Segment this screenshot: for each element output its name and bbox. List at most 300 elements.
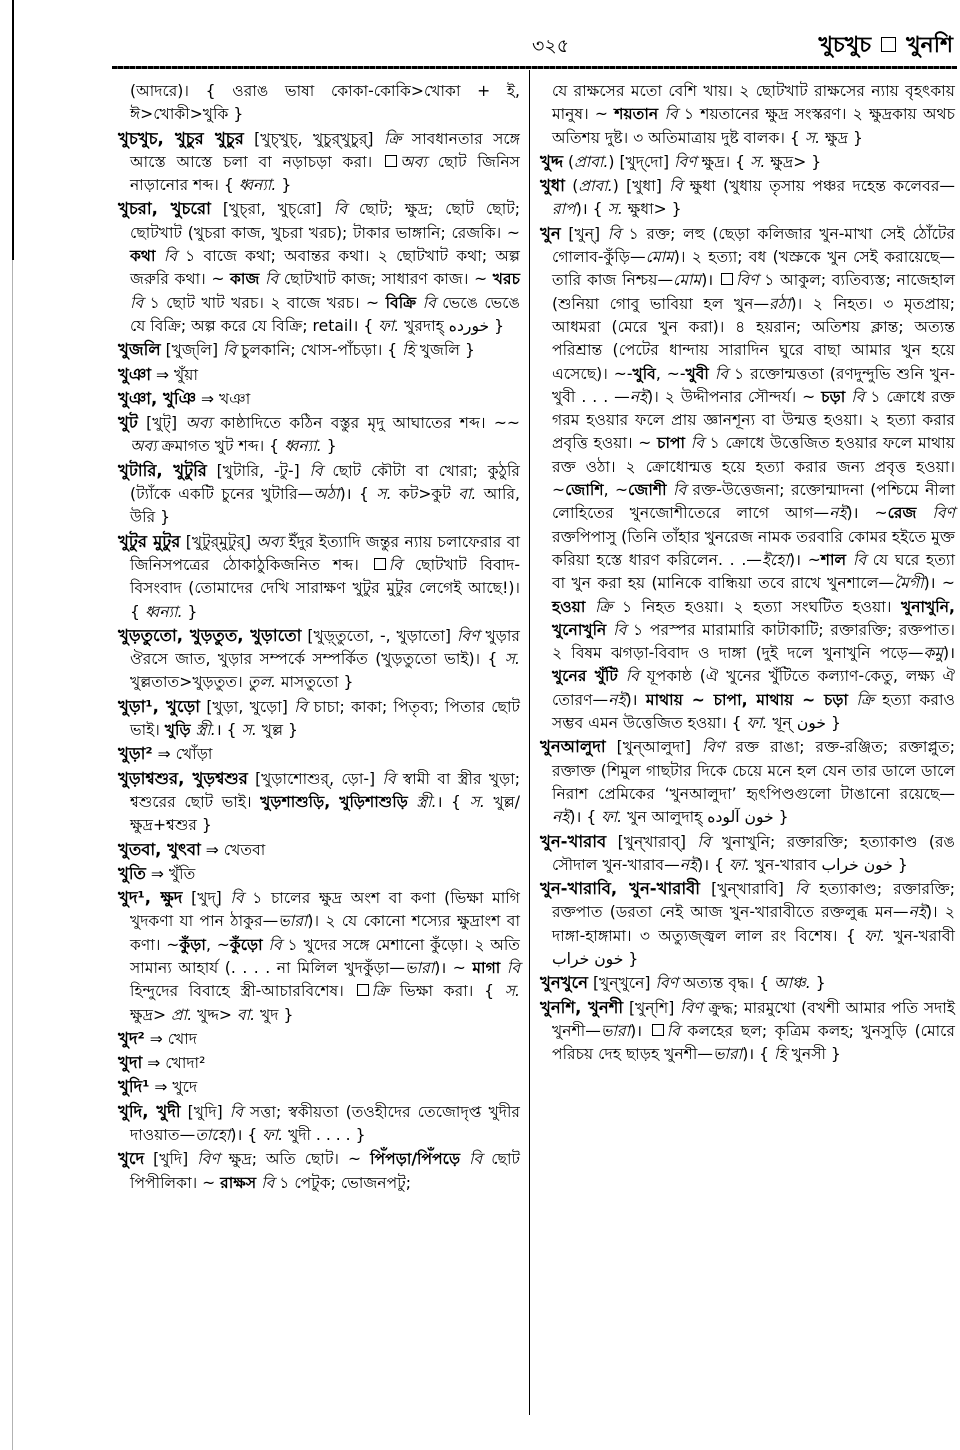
grammar-label: মোম — [673, 271, 702, 290]
grammar-label: বি — [130, 293, 144, 312]
headword: খুন-খারাবি, খুন-খারাবী — [540, 879, 701, 899]
definition-text: ১ রক্তোন্মত্ততা (রণদুন্দুভি শুনি খুন-খুবী . . . — — [552, 364, 955, 406]
grammar-label: বি — [382, 769, 396, 788]
arabic-script: خون خراب — [821, 855, 893, 874]
grammar-label: বি — [669, 177, 683, 196]
dictionary-entry — [540, 150, 955, 174]
entry-continuation — [118, 80, 520, 127]
definition-text: ⇒ খুঁতি — [145, 864, 196, 883]
dictionary-entry — [118, 1075, 520, 1099]
headword: খুধা — [540, 176, 565, 196]
definition-text: )। ২ হত্যা; বধ (খস্রুকে খুন সেই করায়েছে—তারি কাজ নিশ্চয়— — [552, 248, 955, 290]
definition-text: ১ ছোট খাট খরচ। ২ বাজে খরচ। ~ — [143, 293, 386, 312]
sub-headword: কথা — [130, 247, 156, 266]
definition-text: খুন-খরাবী — [885, 926, 956, 945]
definition-text: ১ রক্ত; লহু (ছেড়া কলিজার খুন-মাখা সেই ঠোঁটের গোলাব-কুঁড়ি— — [552, 224, 955, 267]
square-marker-icon — [385, 155, 397, 167]
definition-text: ⇒ খেতবা — [200, 840, 266, 859]
dictionary-entry — [540, 735, 955, 829]
dictionary-entry — [118, 127, 520, 198]
headword: খুড়তুতো, খুড়তুত, খুড়াতো — [118, 625, 302, 645]
square-marker-icon — [652, 1024, 664, 1036]
grammar-label: বি — [261, 1173, 275, 1192]
sub-headword: খুড়শাশুড়ি, খুড়িশাশুড়ি — [260, 792, 408, 811]
grammar-label: বি — [309, 461, 323, 480]
definition-text: খুদী . . . . } — [283, 1126, 366, 1145]
sub-headword: জোশী — [628, 481, 667, 500]
definition-text: খুড়ার ঔরসে জাত, খুড়ার সম্পর্কে সম্পর্কিত (খুড়তুতো ভাই)। { — [130, 626, 520, 669]
grammar-label: বি — [666, 1021, 680, 1040]
definition-text: )। ২ দাঙ্গা-হাঙ্গামা। ৩ অত্যুজ্জ্বল লাল রং বিশেষ। { — [552, 903, 956, 945]
dictionary-entry — [118, 338, 520, 362]
dictionary-entry — [540, 996, 955, 1067]
definition-text: কলহের ছল; কৃত্রিম কলহ; খুনসুড়ি (মোরে পরিচয় দেহ ছাড়হ খুনশী— — [552, 1021, 956, 1064]
definition-text: [খুটুর্‌মুটুর্‌] — [180, 532, 257, 551]
grammar-label: স. — [607, 200, 623, 219]
definition-text: ক্ষুদ্র } — [820, 128, 863, 147]
grammar-label: বি — [690, 434, 704, 453]
dictionary-entry — [540, 222, 955, 736]
definition-text: ⇒ খোদা² — [142, 1054, 206, 1073]
definition-text: )। { — [742, 1045, 775, 1064]
definition-text: খুল্ল/ক্ষুদ্র+শ্বশুর } — [130, 792, 520, 835]
definition-text: খুল্লতাত>খুড়তুত। — [130, 673, 248, 692]
definition-text: সাবধানতার সঙ্গে আস্তে আস্তে চলা বা নড়াচড়া করা। — [130, 129, 520, 171]
grammar-label: মৈগী — [893, 574, 924, 593]
definition-text: )। ~ — [846, 504, 888, 523]
grammar-label: রঠা — [769, 294, 791, 313]
grammar-label: ফা. — [262, 1126, 284, 1145]
grammar-label: কমু — [923, 644, 943, 663]
definition-text: , ~ — [603, 481, 629, 500]
grammar-label: বি — [851, 387, 865, 406]
definition-text: ১ পরস্পর মারামারি কাটাকাটি; রক্তারক্তি; রক্তপাত। ২ বিষম ঝগড়া-বিবাদ ও দাঙ্গা (দুই দলে খুনাখুনি পড়ে— — [552, 620, 955, 663]
definition-text: খুল্ল } — [256, 721, 298, 740]
headword: খুড়া¹, খুড়ো — [118, 696, 201, 716]
grammar-label: রাপ — [552, 200, 576, 219]
grammar-label: ফা. — [601, 808, 623, 827]
definition-text: )। { — [697, 855, 729, 874]
headword: খুতবা, খুৎবা — [118, 839, 201, 859]
definition-text: । { — [215, 721, 242, 740]
definition-text: যে রাক্ষসের মতো বেশি খায়। ২ ছোটখাট রাক্ষসের ন্যায় বৃহৎকায় মানুষ। ~ — [552, 82, 955, 124]
grammar-label: ফা. — [728, 855, 750, 874]
definition-text: ১ নিহত হওয়া। ২ হত্যা সংঘটিত হওয়া। — [612, 597, 901, 616]
grammar-label: ভারা — [600, 1021, 631, 1040]
definition-text: } — [773, 808, 789, 827]
sub-headword: চড়া — [821, 387, 846, 406]
sub-headword: খুড়ি — [164, 721, 191, 740]
grammar-label: বি — [697, 832, 711, 851]
definition-text: [খুড়া, খুড়ো] — [200, 697, 295, 716]
definition-text: ১ আকুল; ব্যতিব্যস্ত; নাজেহাল (শুনিয়া গোবু ভাবিয়া হল খুন— — [552, 271, 955, 313]
grammar-label: ভারা — [712, 1045, 743, 1064]
grammar-label: অব্য — [185, 414, 213, 433]
sub-headword: মাথায় ~ চাপা, মাথায় ~ চড়া — [645, 690, 849, 709]
grammar-label: আঞ্চ. — [773, 974, 811, 993]
right-column — [540, 80, 955, 1066]
dictionary-entry — [118, 363, 520, 387]
definition-text: [খুচ্‌খুচ্‌, খুচুর্‌খুচুর্‌] — [243, 129, 384, 148]
grammar-label: অব্য — [256, 532, 284, 551]
column-divider — [529, 70, 530, 1415]
definition-text: )। ২ নিহত। ৩ মৃতপ্রায়; আধমরা (মেরে খুন করা)। ৪ হয়রান; অতিশয় ক্লান্ত; অত্যন্ত পরিশ্রান্ত (পেটের ধান্দায় সারাদিন ঘুরে বাছা আমার খুন হয়ে এসেছে)। ~- — [552, 294, 955, 383]
definition-text: ( — [564, 177, 579, 196]
headword: খুদ¹, ক্ষুদ — [118, 888, 183, 908]
definition-text: ক্ষুদ্র; অতি ছোট। ~ — [219, 1150, 371, 1169]
definition-text: ১ পেটুক; ভোজনপটু; — [274, 1173, 411, 1192]
grammar-label: বি — [613, 620, 627, 639]
definition-text: ক্ষুদ্র> — [130, 1005, 172, 1024]
dictionary-entry — [118, 387, 520, 411]
definition-text: [খুন্‌খুনে] — [588, 974, 656, 993]
grammar-label: অব্য — [130, 437, 157, 456]
grammar-label: ক্রি — [856, 690, 874, 709]
definition-text: )। ~ — [923, 574, 955, 593]
headword: খুনখুনে — [540, 973, 588, 993]
definition-text: ) [খুদ্‌দো] — [608, 152, 675, 171]
definition-text: চুলকানি; খোস-পাঁচড়া। { — [236, 341, 403, 360]
grammar-label: ক্রি — [371, 982, 390, 1001]
dictionary-entry — [118, 1100, 520, 1148]
headword: খুচখুচ, খুচুর খুচুর — [118, 128, 244, 148]
grammar-label: বি — [265, 270, 279, 289]
grammar-label: বা. — [458, 485, 477, 504]
definition-text: [খুন্‌আলুদা] — [605, 738, 702, 757]
headword: খুনআলুদা — [540, 737, 606, 757]
grammar-label: ধ্বন্যা. — [284, 437, 322, 456]
definition-text: [খুট্‌] — [137, 414, 186, 433]
dictionary-entry — [118, 197, 520, 338]
definition-text: [খুন্‌] — [560, 224, 608, 243]
definition-text: [খুচ্‌রা, খুচ্‌রো] — [210, 200, 334, 219]
grammar-label: হি — [774, 1045, 787, 1064]
dictionary-entry — [118, 1147, 520, 1195]
grammar-label: হি — [402, 341, 415, 360]
grammar-label: স. — [804, 128, 821, 147]
headword: খুঞা, খুঞি — [118, 388, 197, 408]
grammar-label: স. — [469, 792, 485, 811]
definition-text: যে ঘরে হত্যা বা খুন করা হয় (মানিকে বান্ধিয়া তবে রাখে খুনশালে— — [552, 550, 955, 593]
definition-text: । { — [436, 792, 470, 811]
grammar-label: বি — [388, 555, 402, 574]
grammar-label: তাহো — [195, 1126, 231, 1145]
dictionary-entry — [118, 1027, 520, 1051]
grammar-label: বিণ — [456, 626, 480, 645]
grammar-label: ক্রি — [594, 597, 613, 616]
arabic-script: خورده — [448, 316, 490, 335]
dictionary-entry — [118, 1051, 520, 1075]
sub-headword: হওয়া — [552, 597, 586, 616]
definition-text: আরি, উরি } — [130, 485, 520, 527]
definition-text: [খুজ্‌লি] — [160, 341, 223, 360]
grammar-label: বি — [422, 293, 436, 312]
sub-headword: মাগা — [472, 958, 501, 977]
dictionary-entry — [118, 530, 520, 624]
grammar-label: বি — [506, 958, 520, 977]
grammar-label: বি — [268, 935, 282, 954]
dictionary-entry — [540, 174, 955, 222]
grammar-label: বি — [607, 224, 621, 243]
sub-headword: শাল — [820, 550, 847, 569]
grammar-label: বা. — [236, 1005, 256, 1024]
headword: খুন — [540, 223, 561, 243]
grammar-label: ফা. — [746, 714, 768, 733]
definition-text: } — [892, 855, 908, 874]
headword: খুদ্দ — [540, 151, 564, 171]
definition-text: ছোট কৌটা বা খোরা; কুঠুরি (ট্যাঁকে একটি চুনের খুটারি— — [130, 461, 520, 504]
dictionary-entry — [118, 695, 520, 743]
definition-text: [খুন্‌খারাবি] — [700, 880, 796, 899]
definition-text: রক্ত-উত্তেজনা; রক্তোন্মাদনা (পশ্চিমে নীলা লোহিতের খুনজোশীতেরে লাগে আগ— — [552, 481, 955, 523]
definition-text: মাসতুতো } — [275, 673, 354, 692]
sub-headword: বিক্রি — [385, 293, 417, 312]
grammar-label: মোম — [645, 248, 674, 267]
grammar-label: ফা. — [864, 926, 885, 945]
definition-text: (আদরে)। { ওরাঙ ভাষা কোকা-কোকি>খোকা + ই, ঈ>খোকী>খুকি } — [130, 82, 520, 124]
definition-text: [খুড়্‌তুতো, -, খুড়াতো] — [301, 626, 457, 645]
headword: খুড়াশ্বশুর, খুড়শ্বশুর — [118, 768, 248, 788]
grammar-label: বি — [333, 200, 347, 219]
sub-headword: খুনের খুঁটি — [552, 667, 618, 686]
definition-text: হত্যাকাণ্ড; রক্তারক্তি; রক্তপাত (ডরতা নেই আজ খুন-খারাবীতে রক্তলুব্ধ মন— — [552, 880, 955, 922]
dictionary-entry — [118, 411, 520, 459]
scan-edge-line — [12, 0, 14, 260]
square-marker-icon — [721, 273, 733, 285]
grammar-label: প্রা. — [171, 1005, 193, 1024]
grammar-label: বি — [469, 1150, 483, 1169]
dictionary-entry — [540, 971, 955, 995]
dictionary-entry — [540, 877, 955, 971]
grammar-label: প্রাবা. — [578, 177, 613, 196]
sub-headword: খুবি — [632, 364, 656, 383]
definition-text: [খুড়াশোশুর্‌, ড়ো-] — [247, 769, 383, 788]
definition-text: ১ চালের ক্ষুদ্র অংশ বা কণা (ভিক্ষা মাগি খুদকণা যা পান ঠাকুর— — [130, 889, 521, 931]
definition-text: ⇒ খঞা — [196, 389, 251, 408]
grammar-label: স. — [504, 650, 520, 669]
definition-text: ⇒ খুদে — [149, 1078, 198, 1097]
definition-text: )। — [701, 271, 719, 290]
definition-text: )। ~ — [788, 550, 821, 569]
definition-text: ক্ষুদ্র। { — [696, 152, 751, 171]
sub-headword: শয়তান — [614, 105, 659, 124]
arabic-script: خون — [796, 714, 826, 733]
definition-text: } — [825, 714, 841, 733]
grammar-label: বি — [222, 341, 237, 360]
definition-text: )। { — [230, 1126, 263, 1145]
grammar-label: স্ত্রী. — [416, 792, 437, 811]
headword: খুট — [118, 413, 138, 433]
definition-text — [916, 504, 932, 522]
grammar-label: বি — [163, 247, 177, 266]
definition-text — [846, 551, 853, 569]
headword: খুদে — [118, 1149, 145, 1169]
definition-text: )। { — [569, 808, 602, 827]
definition-text: )। ২ উদ্দীপনার সৌন্দর্য। ~ — [647, 387, 822, 406]
definition-text: ১ ক্রোধে রক্ত গরম হওয়ার ফলে প্রায় জ্ঞানশূন্য বা উন্মত্ত হওয়া। ২ হত্যা করার প্রবৃত্তি হওয়া। ~ — [552, 387, 956, 453]
header-rule — [112, 66, 957, 69]
headword: খুনশি, খুনশী — [540, 997, 624, 1017]
grammar-label: স. — [504, 982, 520, 1001]
guide-words — [818, 28, 953, 65]
definition-text: খূন্‌ — [767, 714, 797, 733]
definition-text: ক্রমাগত খুট শব্দ। { — [156, 437, 285, 456]
definition-text: ক্রুদ্ধ; মারমুখো (বখশী আমার পতি সদাই খুনশী— — [552, 998, 955, 1040]
definition-text — [585, 598, 595, 616]
definition-text: ক্ষুদ্র> } — [765, 152, 822, 171]
definition-text: ১ বাজে কথা; অবান্তর কথা। ২ ছোটখাট কথা; অল্প জরুরি কথা। ~ — [130, 247, 520, 289]
headword: খুদি¹ — [118, 1077, 150, 1097]
page-header — [112, 28, 957, 62]
definition-text: )। — [943, 644, 955, 663]
definition-text: [খুদি] — [144, 1150, 198, 1169]
headword: খুন-খারাব — [540, 831, 607, 851]
sub-headword: খরচ — [492, 270, 520, 289]
definition-text: } — [489, 316, 505, 335]
sub-headword: খুনাখুনি, খুনোখুনি — [552, 597, 955, 639]
headword: খুটুর মুটুর — [118, 531, 181, 551]
definition-text: [খুটারি, -টু-] — [206, 461, 310, 480]
definition-text: চাচা; কাকা; পিতৃব্য; পিতার ছোট ভাই। — [130, 697, 520, 740]
entry-continuation — [540, 80, 955, 150]
headword: খুতি — [118, 863, 146, 883]
definition-text — [618, 667, 626, 685]
guide-word-last: খুনশি — [906, 33, 953, 58]
dictionary-entry — [118, 862, 520, 886]
grammar-label: বিণ — [680, 998, 703, 1017]
headword: খুজলি — [118, 340, 161, 360]
dictionary-entry — [118, 767, 520, 838]
definition-text: ছোটখাট বিবাদ-বিসংবাদ (তোমাদের দেখি সারাক্ষণ খুটুর মুটুর লেগেই আছে!)। { — [130, 555, 520, 621]
page-number: ৩২৫ — [532, 35, 570, 57]
definition-text — [156, 247, 164, 265]
dictionary-entry — [118, 624, 520, 695]
headword: খুঞা — [118, 364, 152, 384]
grammar-label: নই — [829, 504, 847, 523]
grammar-label: বিণ — [655, 974, 679, 993]
definition-text: , ~- — [655, 364, 686, 383]
definition-text: খুন-খারাব — [749, 855, 822, 874]
grammar-label: বিণ — [674, 152, 697, 171]
definition-text: ভিক্ষা করা। { — [389, 982, 505, 1001]
headword: খুড়া² — [118, 744, 153, 764]
grammar-label: বি — [795, 880, 809, 899]
definition-text: )। { — [575, 200, 608, 219]
definition-text: খুদ্দ> — [192, 1005, 237, 1024]
dictionary-entry — [118, 838, 520, 862]
definition-text: ⇒ খুঁয়া — [151, 365, 198, 384]
definition-text: ⇒ খোদ — [144, 1029, 197, 1048]
square-marker-icon — [357, 984, 369, 996]
grammar-label: স. — [376, 485, 392, 504]
definition-text: কাষ্ঠাদিতে কঠিন বস্তুর মৃদু আঘাতের শব্দ। ~~ — [212, 414, 520, 433]
definition-text: খুরদাহ্‌ — [399, 316, 449, 335]
definition-text: } — [623, 949, 639, 968]
grammar-label: বি — [294, 697, 308, 716]
sub-headword: খুবী — [685, 364, 709, 383]
definition-text: অত্যন্ত বৃদ্ধ। { — [678, 974, 774, 993]
grammar-label: অঠা — [313, 485, 340, 504]
definition-text: [খুদ্‌] — [182, 889, 231, 908]
grammar-label: নই — [552, 808, 570, 827]
sub-headword: চাপা — [657, 434, 686, 453]
definition-text: খুনাখুনি; রক্তারক্তি; হত্যাকাণ্ড (রঙ সৌদাল খুন-খারাব— — [552, 832, 955, 874]
definition-text — [460, 1150, 469, 1168]
definition-text: )। { — [339, 485, 377, 504]
grammar-label: ফা. — [378, 316, 400, 335]
grammar-label: বিণ — [197, 1150, 220, 1169]
definition-text: ভেঙে ভেঙে যে বিক্রি; অল্প করে যে বিক্রি; retail। { — [130, 293, 520, 335]
definition-text: } — [276, 176, 292, 195]
definition-text: রক্ত রাঙা; রক্ত-রঞ্জিত; রক্তাপ্লুত; রক্তাক্ত (শিমুল গাছটার দিকে চেয়ে মনে হল যেন তার ডালে ডালে নিরাশ প্রেমিকের ‘খুনআলুদা’ হৃৎপিণ্ডগুলো টাঙানো রয়েছে— — [552, 738, 955, 803]
definition-text: ১ খুদের সঙ্গে মেশানো কুঁড়ো। ২ অতি সামান্য আহার্য (. . . . না মিলিল খুদকুঁড়া— — [130, 935, 520, 977]
definition-text: ক্ষুধা (খুধায় তৃসায় পঞ্চর দহেন্ত কলেবর— — [682, 177, 955, 196]
grammar-label: বিণ — [735, 271, 759, 290]
dictionary-entry — [540, 830, 955, 878]
grammar-label: প্রাবা. — [574, 152, 609, 171]
definition-text: , ~ — [205, 935, 230, 954]
square-marker-icon — [374, 558, 386, 570]
left-column — [118, 80, 520, 1195]
grammar-label: বি — [229, 1102, 243, 1121]
definition-text: ১ ক্রোধে উত্তেজিত হওয়ার ফলে মাথায় রক্ত ওঠা। ২ ক্রোধোন্মত্ত হয়ে হত্যা করার জন্য প্রবৃত্ত হওয়া। ~ — [552, 434, 955, 500]
guide-word-first: খুচখুচ — [818, 33, 872, 58]
headword: খুদ² — [118, 1028, 145, 1048]
definition-text: )। — [630, 1021, 650, 1040]
grammar-label: বি — [625, 667, 639, 686]
definition-text: হত্যা করাও সম্ভব এমন উত্তেজিত হওয়া। { — [552, 690, 955, 733]
headword: খুচরা, খুচরো — [118, 199, 211, 219]
sub-headword: কাজ — [230, 270, 260, 289]
definition-text: রক্তপিপাসু (তিনি তাঁহার খুনরেজ নামক তরবারি কোমর হইতে মুক্ত করিয়া হস্তে ধারণ করিলেন. . .— — [552, 527, 955, 569]
definition-text: } — [810, 974, 826, 993]
definition-text: [খুন্‌খারাব্‌] — [606, 832, 698, 851]
definition-text: [খুদি] — [180, 1102, 230, 1121]
sub-headword: পিঁপড়া/পিঁপড়ে — [370, 1150, 461, 1169]
definition-text: ছোটখাট কাজ; সাধারণ কাজ। ~ — [278, 270, 493, 289]
definition-text: ১ শয়তানের ক্ষুদ্র সংস্করণ। ২ ক্ষুদ্রকায় অথচ অতিশয় দুষ্ট। ৩ অতিমাত্রায় দুষ্ট বালক। { — [552, 105, 955, 147]
sub-headword: জোশি — [565, 481, 604, 500]
dictionary-entry — [118, 886, 520, 1027]
grammar-label: নই — [679, 855, 698, 874]
headword: খুটারি, খুটুরি — [118, 460, 207, 480]
definition-text: ছোট পিপীলিকা। ~ — [130, 1150, 520, 1192]
grammar-label: স. — [750, 152, 766, 171]
definition-text: সত্তা; স্বকীয়তা (তওহীদের তেজোদৃপ্ত খুদীর দাওয়াত— — [130, 1102, 520, 1145]
definition-text: )। ২ যে কোনো শস্যের ক্ষুদ্রাংশ বা কণা। ~ — [130, 912, 520, 954]
definition-text: খুদ } — [255, 1005, 294, 1024]
definition-text: ⇒ খোঁড়া — [152, 745, 213, 764]
definition-text: যূপকাষ্ঠ (ঐ খুনের খুঁটিতে কল্যাণ-কেতু, লক্ষ্য ঐ তোরণ— — [552, 667, 956, 709]
grammar-label: ইহো — [761, 550, 789, 569]
definition-text: ছোট জিনিস নাড়ানোর শব্দ। { — [130, 152, 520, 195]
definition-text: হিন্দুদের বিবাহে স্ত্রী-আচারবিশেষ। — [130, 982, 355, 1001]
definition-text: [খুন্‌শি] — [623, 998, 681, 1017]
headword: খুদা — [118, 1053, 143, 1073]
arabic-script: خون آلوده — [707, 808, 774, 827]
definition-text: খুন আলুদাহ্‌ — [622, 808, 708, 827]
grammar-label: বি — [852, 550, 867, 569]
grammar-label: ক্রি — [383, 129, 402, 148]
definition-text: )। ~ — [434, 958, 473, 977]
definition-text: } — [182, 602, 198, 621]
sub-headword: কুঁড়ো — [229, 935, 263, 954]
grammar-label: বি — [230, 889, 244, 908]
sub-headword: কুঁড়া — [179, 935, 206, 954]
grammar-label: বিণ — [701, 738, 725, 757]
definition-text: ছোট; ক্ষুদ্র; ছোট ছোট; ছোটখাট (খুচরা কাজ, খুচরা খরচ); টাকার ভাঙ্গানি; রেজকি। ~ — [130, 200, 520, 242]
grammar-label: নই — [629, 387, 648, 406]
